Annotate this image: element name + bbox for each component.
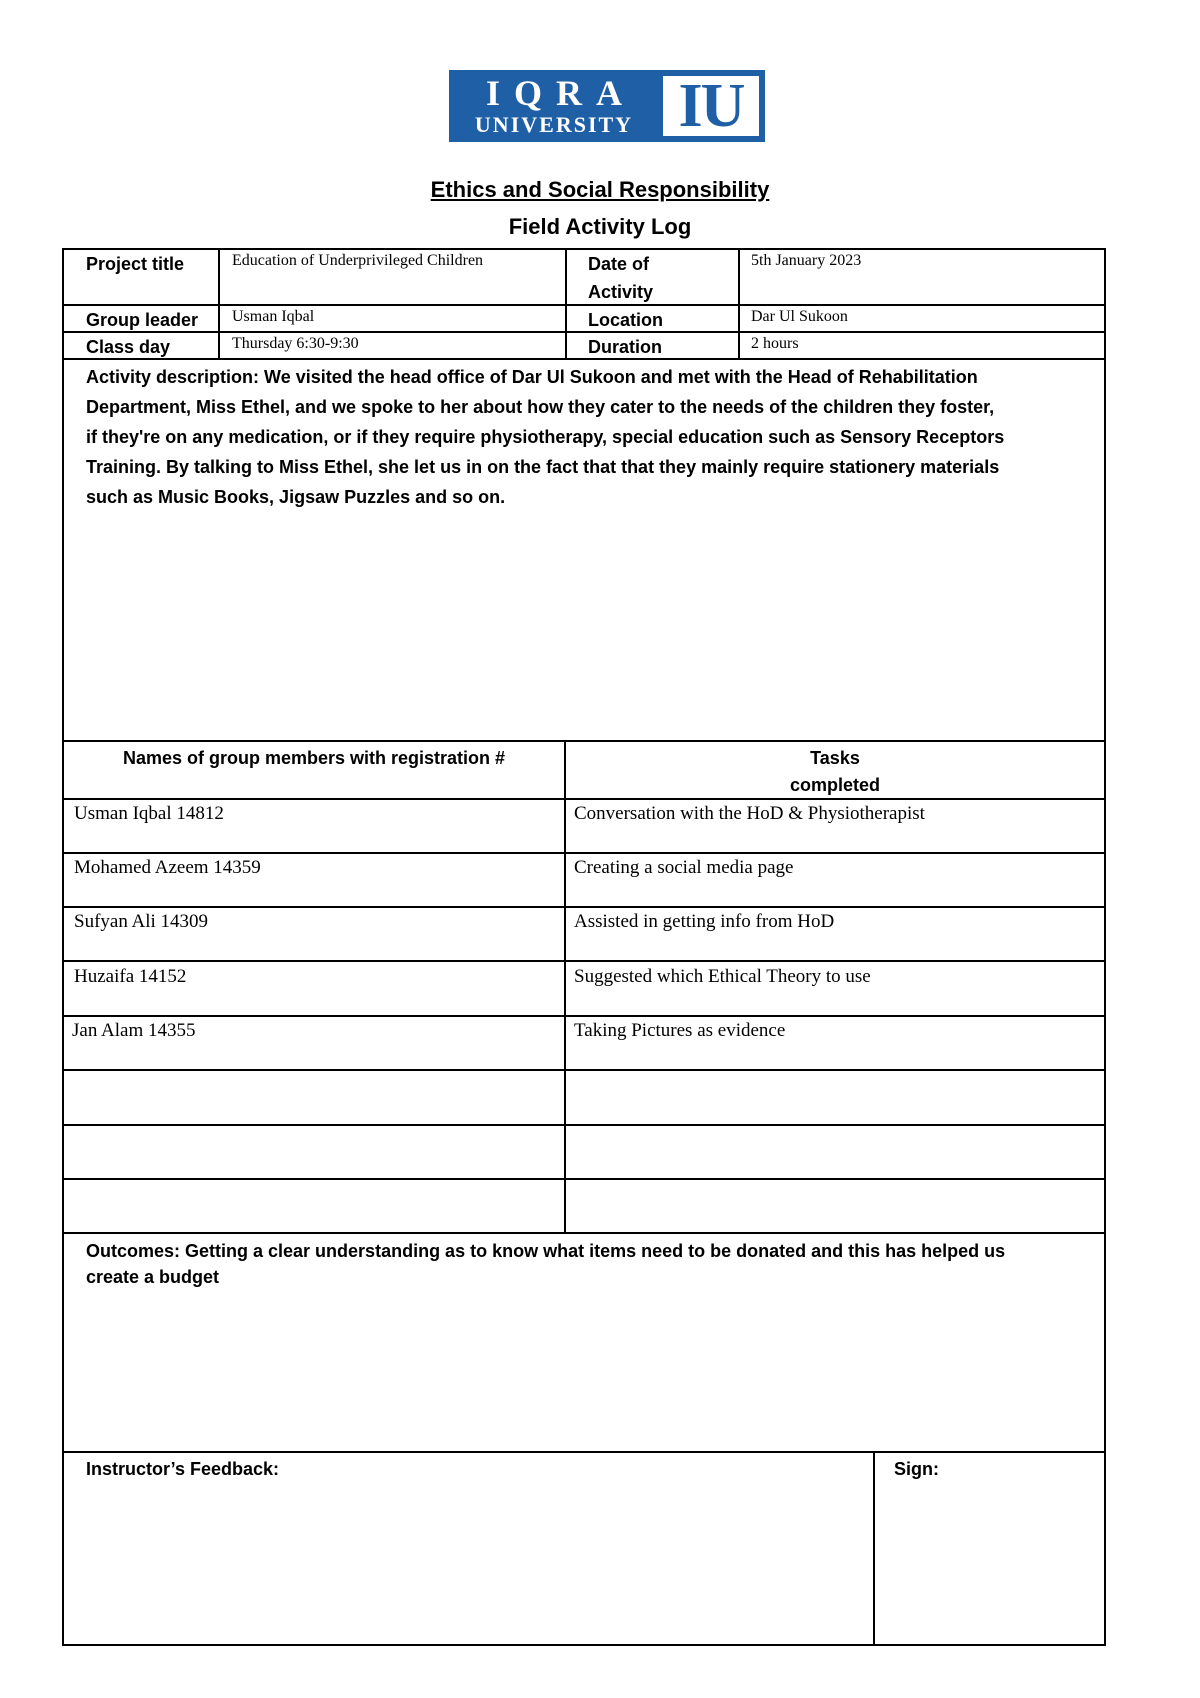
outcomes-line: Outcomes: Getting a clear understanding as to know what items need to be donated and this has helped us (86, 1241, 1006, 1261)
activity-line: if they're on any medication, or if they require physiotherapy, special education such as Sensory Receptors (86, 427, 1005, 447)
members-col-header: Names of group members with registration # (122, 748, 506, 768)
activity-line: Training. By talking to Miss Ethel, she let us in on the fact that that they mainly require stationery materials (86, 457, 1000, 477)
class-day-value: Thursday 6:30-9:30 (232, 335, 359, 352)
date-label-line2: Activity (588, 282, 654, 302)
member-name: Huzaifa 14152 (74, 966, 187, 987)
duration-label: Duration (588, 337, 662, 357)
group-leader-label: Group leader (86, 310, 199, 330)
location-value: Dar Ul Sukoon (751, 308, 848, 325)
member-task: Assisted in getting info from HoD (574, 911, 835, 932)
member-task: Suggested which Ethical Theory to use (574, 966, 871, 987)
university-logo (449, 70, 765, 142)
page-subtitle: Field Activity Log (508, 214, 692, 239)
group-leader-value: Usman Iqbal (232, 308, 315, 325)
location-label: Location (588, 310, 663, 330)
duration-value: 2 hours (751, 335, 799, 352)
date-value: 5th January 2023 (751, 252, 862, 269)
logo-line-1: IQRA (485, 73, 636, 113)
tasks-col-header-line2: completed (789, 775, 881, 795)
member-task: Creating a social media page (574, 857, 794, 878)
sign-label: Sign: (894, 1459, 939, 1479)
member-name: Jan Alam 14355 (72, 1020, 196, 1041)
tasks-col-header-line1: Tasks (810, 748, 860, 768)
logo-mark: IU (663, 76, 759, 136)
outcomes-line: create a budget (86, 1267, 220, 1287)
activity-line: such as Music Books, Jigsaw Puzzles and so on. (86, 487, 506, 507)
page-title: Ethics and Social Responsibility (430, 177, 770, 202)
member-name: Sufyan Ali 14309 (74, 911, 209, 932)
project-title-value: Education of Underprivileged Children (232, 252, 484, 269)
activity-line: Department, Miss Ethel, and we spoke to her about how they cater to the needs of the children they foster, (86, 397, 995, 417)
instructor-feedback-label: Instructor’s Feedback: (86, 1459, 280, 1479)
activity-line: Activity description: We visited the head office of Dar Ul Sukoon and met with the Head of Rehabilitation (86, 367, 978, 387)
date-label-line1: Date of (588, 254, 650, 274)
member-name: Mohamed Azeem 14359 (74, 857, 261, 878)
project-title-label: Project title (86, 254, 185, 274)
member-task: Conversation with the HoD & Physiotherapist (574, 803, 925, 824)
member-task: Taking Pictures as evidence (574, 1020, 786, 1041)
logo-line-2: UNIVERSITY (474, 112, 634, 137)
class-day-label: Class day (86, 337, 171, 357)
member-name: Usman Iqbal 14812 (74, 803, 224, 824)
